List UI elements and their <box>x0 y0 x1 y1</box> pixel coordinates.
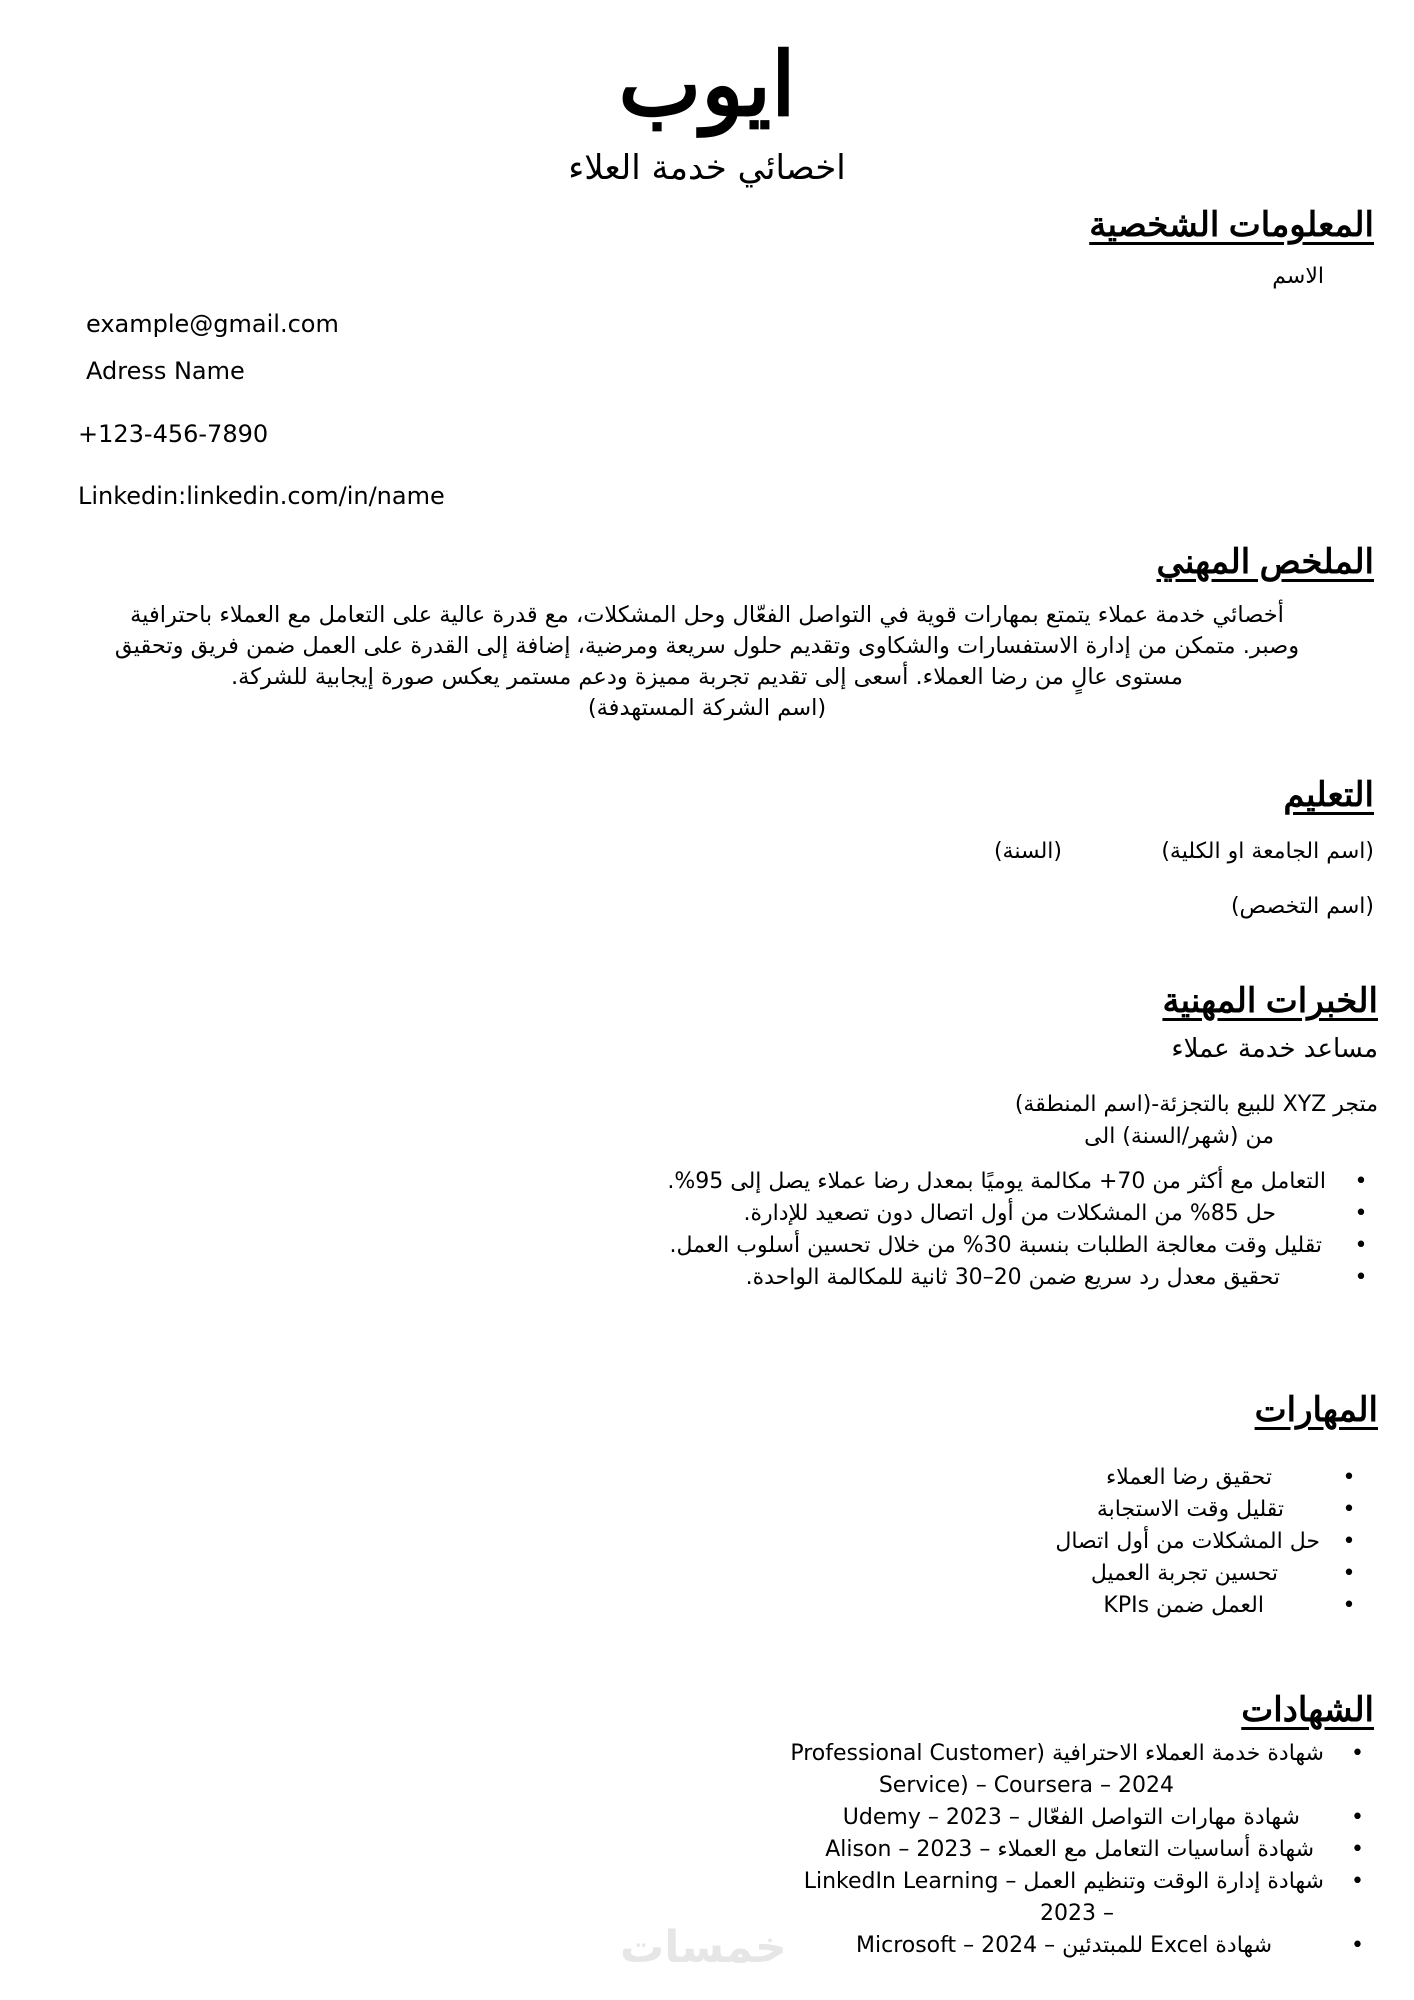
list-item: • حل المشكلات من أول اتصال <box>1055 1529 1356 1554</box>
personal-info-heading: المعلومات الشخصية <box>1089 206 1374 244</box>
major-name: (اسم التخصص) <box>1230 894 1374 919</box>
education-heading: التعليم <box>1283 776 1374 814</box>
summary-paragraph <box>50 600 1364 724</box>
summary-line: أخصائي خدمة عملاء يتمتع بمهارات قوية في التواصل الفعّال وحل المشكلات، مع قدرة عالية على التعامل مع العملاء باحترافية <box>130 602 1284 628</box>
list-item: • تقليل وقت الاستجابة <box>1096 1497 1356 1522</box>
skills-list <box>1055 1462 1364 1622</box>
skills-heading: المهارات <box>1254 1391 1378 1429</box>
list-item: • شهادة مهارات التواصل الفعّال – Udemy – 2023 <box>842 1805 1364 1830</box>
list-item: • شهادة إدارة الوقت وتنظيم العمل – LinkedIn Learning – 2023 <box>803 1869 1364 1926</box>
candidate-name: ايوب <box>618 35 796 134</box>
list-item: • شهادة Excel للمبتدئين – Microsoft – 2024 <box>856 1933 1364 1958</box>
list-item: • التعامل مع أكثر من 70+ مكالمة يوميًا بمعدل رضا عملاء يصل إلى 95%. <box>667 1169 1368 1194</box>
target-company: (اسم الشركة المستهدفة) <box>587 695 827 721</box>
list-item: • شهادة خدمة العملاء الاحترافية (Professional Customer Service) – Coursera – 2024 <box>790 1741 1364 1798</box>
job-role: مساعد خدمة عملاء <box>1171 1034 1378 1064</box>
certificates-heading: الشهادات <box>1241 1691 1374 1729</box>
list-item: • حل 85% من المشكلات من أول اتصال دون تصعيد للإدارة. <box>743 1201 1368 1226</box>
list-item: • تحسين تجربة العميل <box>1090 1561 1356 1586</box>
summary-line: وصبر. متمكن من إدارة الاستفسارات والشكاوى وتقديم حلول سريعة ومرضية، إضافة إلى القدرة على العمل ضمن فريق وتحقيق <box>114 633 1300 659</box>
summary-heading: الملخص المهني <box>1156 543 1374 581</box>
company-name: متجر XYZ للبيع بالتجزئة-(اسم المنطقة) <box>1014 1092 1378 1117</box>
watermark-logo: خمسات <box>620 1922 787 1973</box>
job-title: اخصائي خدمة العلاء <box>568 148 846 188</box>
list-item: • تحقيق معدل رد سريع ضمن 20–30 ثانية للمكالمة الواحدة. <box>745 1265 1368 1290</box>
experience-bullets <box>667 1166 1376 1294</box>
experience-heading: الخبرات المهنية <box>1162 982 1378 1020</box>
name-label: الاسم <box>1272 264 1324 289</box>
list-item: • تحقيق رضا العملاء <box>1105 1465 1356 1490</box>
employment-period: من (شهر/السنة) الى <box>1084 1124 1274 1149</box>
address-text: Adress Name <box>86 357 245 385</box>
summary-line: مستوى عالٍ من رضا العملاء. أسعى إلى تقديم تجربة مميزة ودعم مستمر يعكس صورة إيجابية للشركة. <box>231 664 1183 690</box>
list-item: • شهادة أساسيات التعامل مع العملاء – Alison – 2023 <box>825 1837 1364 1862</box>
email-text: example@gmail.com <box>86 310 339 338</box>
linkedin-text: Linkedin:linkedin.com/in/name <box>78 482 445 510</box>
graduation-year: (السنة) <box>993 839 1062 864</box>
phone-text: +123-456-7890 <box>78 420 269 448</box>
institution-name: (اسم الجامعة او الكلية) <box>1161 839 1374 864</box>
list-item: • العمل ضمن KPIs <box>1103 1593 1356 1618</box>
list-item: • تقليل وقت معالجة الطلبات بنسبة 30% من خلال تحسين أسلوب العمل. <box>669 1233 1368 1258</box>
